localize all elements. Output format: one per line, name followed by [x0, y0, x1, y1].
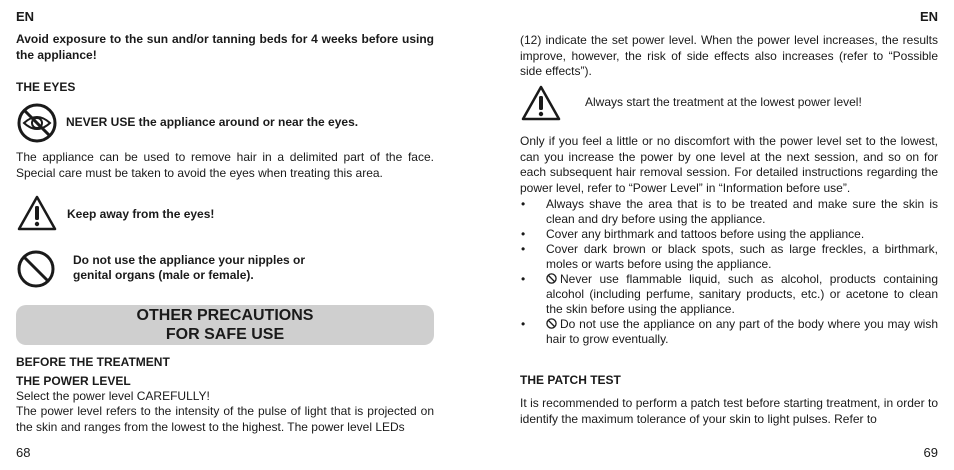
- nipples-warning-line1: Do not use the appliance your nipples or: [73, 253, 306, 267]
- keep-away-warning: Keep away from the eyes!: [67, 207, 215, 221]
- list-item-text: Do not use the appliance on any part of the body where you may wish hair to grow eventually.: [546, 317, 938, 346]
- list-item: [520, 242, 938, 272]
- banner-line2: FOR SAFE USE: [165, 326, 285, 343]
- list-item: [520, 227, 938, 242]
- page-number: 68: [16, 445, 31, 460]
- precautions-banner: [16, 305, 434, 345]
- list-item-text: Never use flammable liquid, such as alcohol, products containing alcohol (including perfume, sanitary products, etc.) or acetone to clean the skin before using the appliance.: [546, 272, 938, 316]
- list-item: [520, 272, 938, 317]
- bullet-dot: •: [521, 242, 526, 256]
- before-treatment-heading: BEFORE THE TREATMENT: [16, 355, 170, 369]
- left-page: [16, 0, 434, 470]
- bullet-dot: •: [521, 272, 526, 286]
- nipples-warning-line2: genital organs (male or female).: [73, 268, 254, 282]
- lowest-power-warning: Always start the treatment at the lowest power level!: [585, 95, 862, 109]
- language-label: EN: [919, 9, 938, 24]
- sun-exposure-warning: Avoid exposure to the sun and/or tanning beds for 4 weeks before using the appliance!: [16, 32, 434, 62]
- power-level-heading: THE POWER LEVEL: [16, 374, 131, 388]
- no-eye-icon: [16, 102, 58, 144]
- warning-triangle-icon: [520, 84, 562, 122]
- power-select-text: Select the power level CAREFULLY!: [16, 389, 210, 403]
- precautions-list: [520, 197, 938, 347]
- eyes-heading: THE EYES: [16, 80, 76, 94]
- language-label: EN: [16, 9, 35, 24]
- eyes-warning: NEVER USE the appliance around or near the eyes.: [66, 115, 359, 129]
- list-item: [520, 197, 938, 227]
- eyes-text: The appliance can be used to remove hair in a delimited part of the face. Special care must be taken to avoid the eyes when treating this area.: [16, 150, 434, 180]
- list-item-text: Always shave the area that is to be treated and make sure the skin is clean and dry before using the appliance.: [546, 197, 938, 226]
- prohibited-icon: [546, 273, 557, 284]
- page-number: 69: [923, 445, 938, 460]
- list-item-text: Cover dark brown or black spots, such as large freckles, a birthmark, moles or warts before using the appliance.: [546, 242, 938, 271]
- power-level-text: The power level refers to the intensity of the pulse of light that is projected on the skin and ranges from the lowest to the highest. The power level LEDs: [16, 404, 434, 434]
- bullet-dot: •: [521, 227, 526, 241]
- prohibited-icon: [546, 318, 557, 329]
- right-page: [520, 0, 938, 470]
- patch-test-text: It is recommended to perform a patch test before starting treatment, in order to identify the maximum tolerance of your skin to light pulses. Refer to: [520, 396, 938, 426]
- list-item-text: Cover any birthmark and tattoos before using the appliance.: [546, 227, 865, 241]
- power-level-continued: (12) indicate the set power level. When the power level increases, the results improve, however, the risk of side effects also increases (refer to “Possible side effects”).: [520, 33, 938, 79]
- banner-line1: OTHER PRECAUTIONS: [136, 307, 314, 324]
- list-item: [520, 317, 938, 347]
- bullet-dot: •: [521, 317, 526, 331]
- prohibited-icon: [16, 249, 56, 289]
- patch-test-heading: THE PATCH TEST: [520, 373, 621, 387]
- bullet-dot: •: [521, 197, 526, 211]
- warning-triangle-icon: [16, 194, 58, 232]
- increase-power-text: Only if you feel a little or no discomfort with the power level set to the lowest, can you increase the power by one level at the next session, and so on for each subsequent hair removal session. For detailed instructions regarding the power level, refer to “Power Level” in “Information before use”.: [520, 134, 938, 195]
